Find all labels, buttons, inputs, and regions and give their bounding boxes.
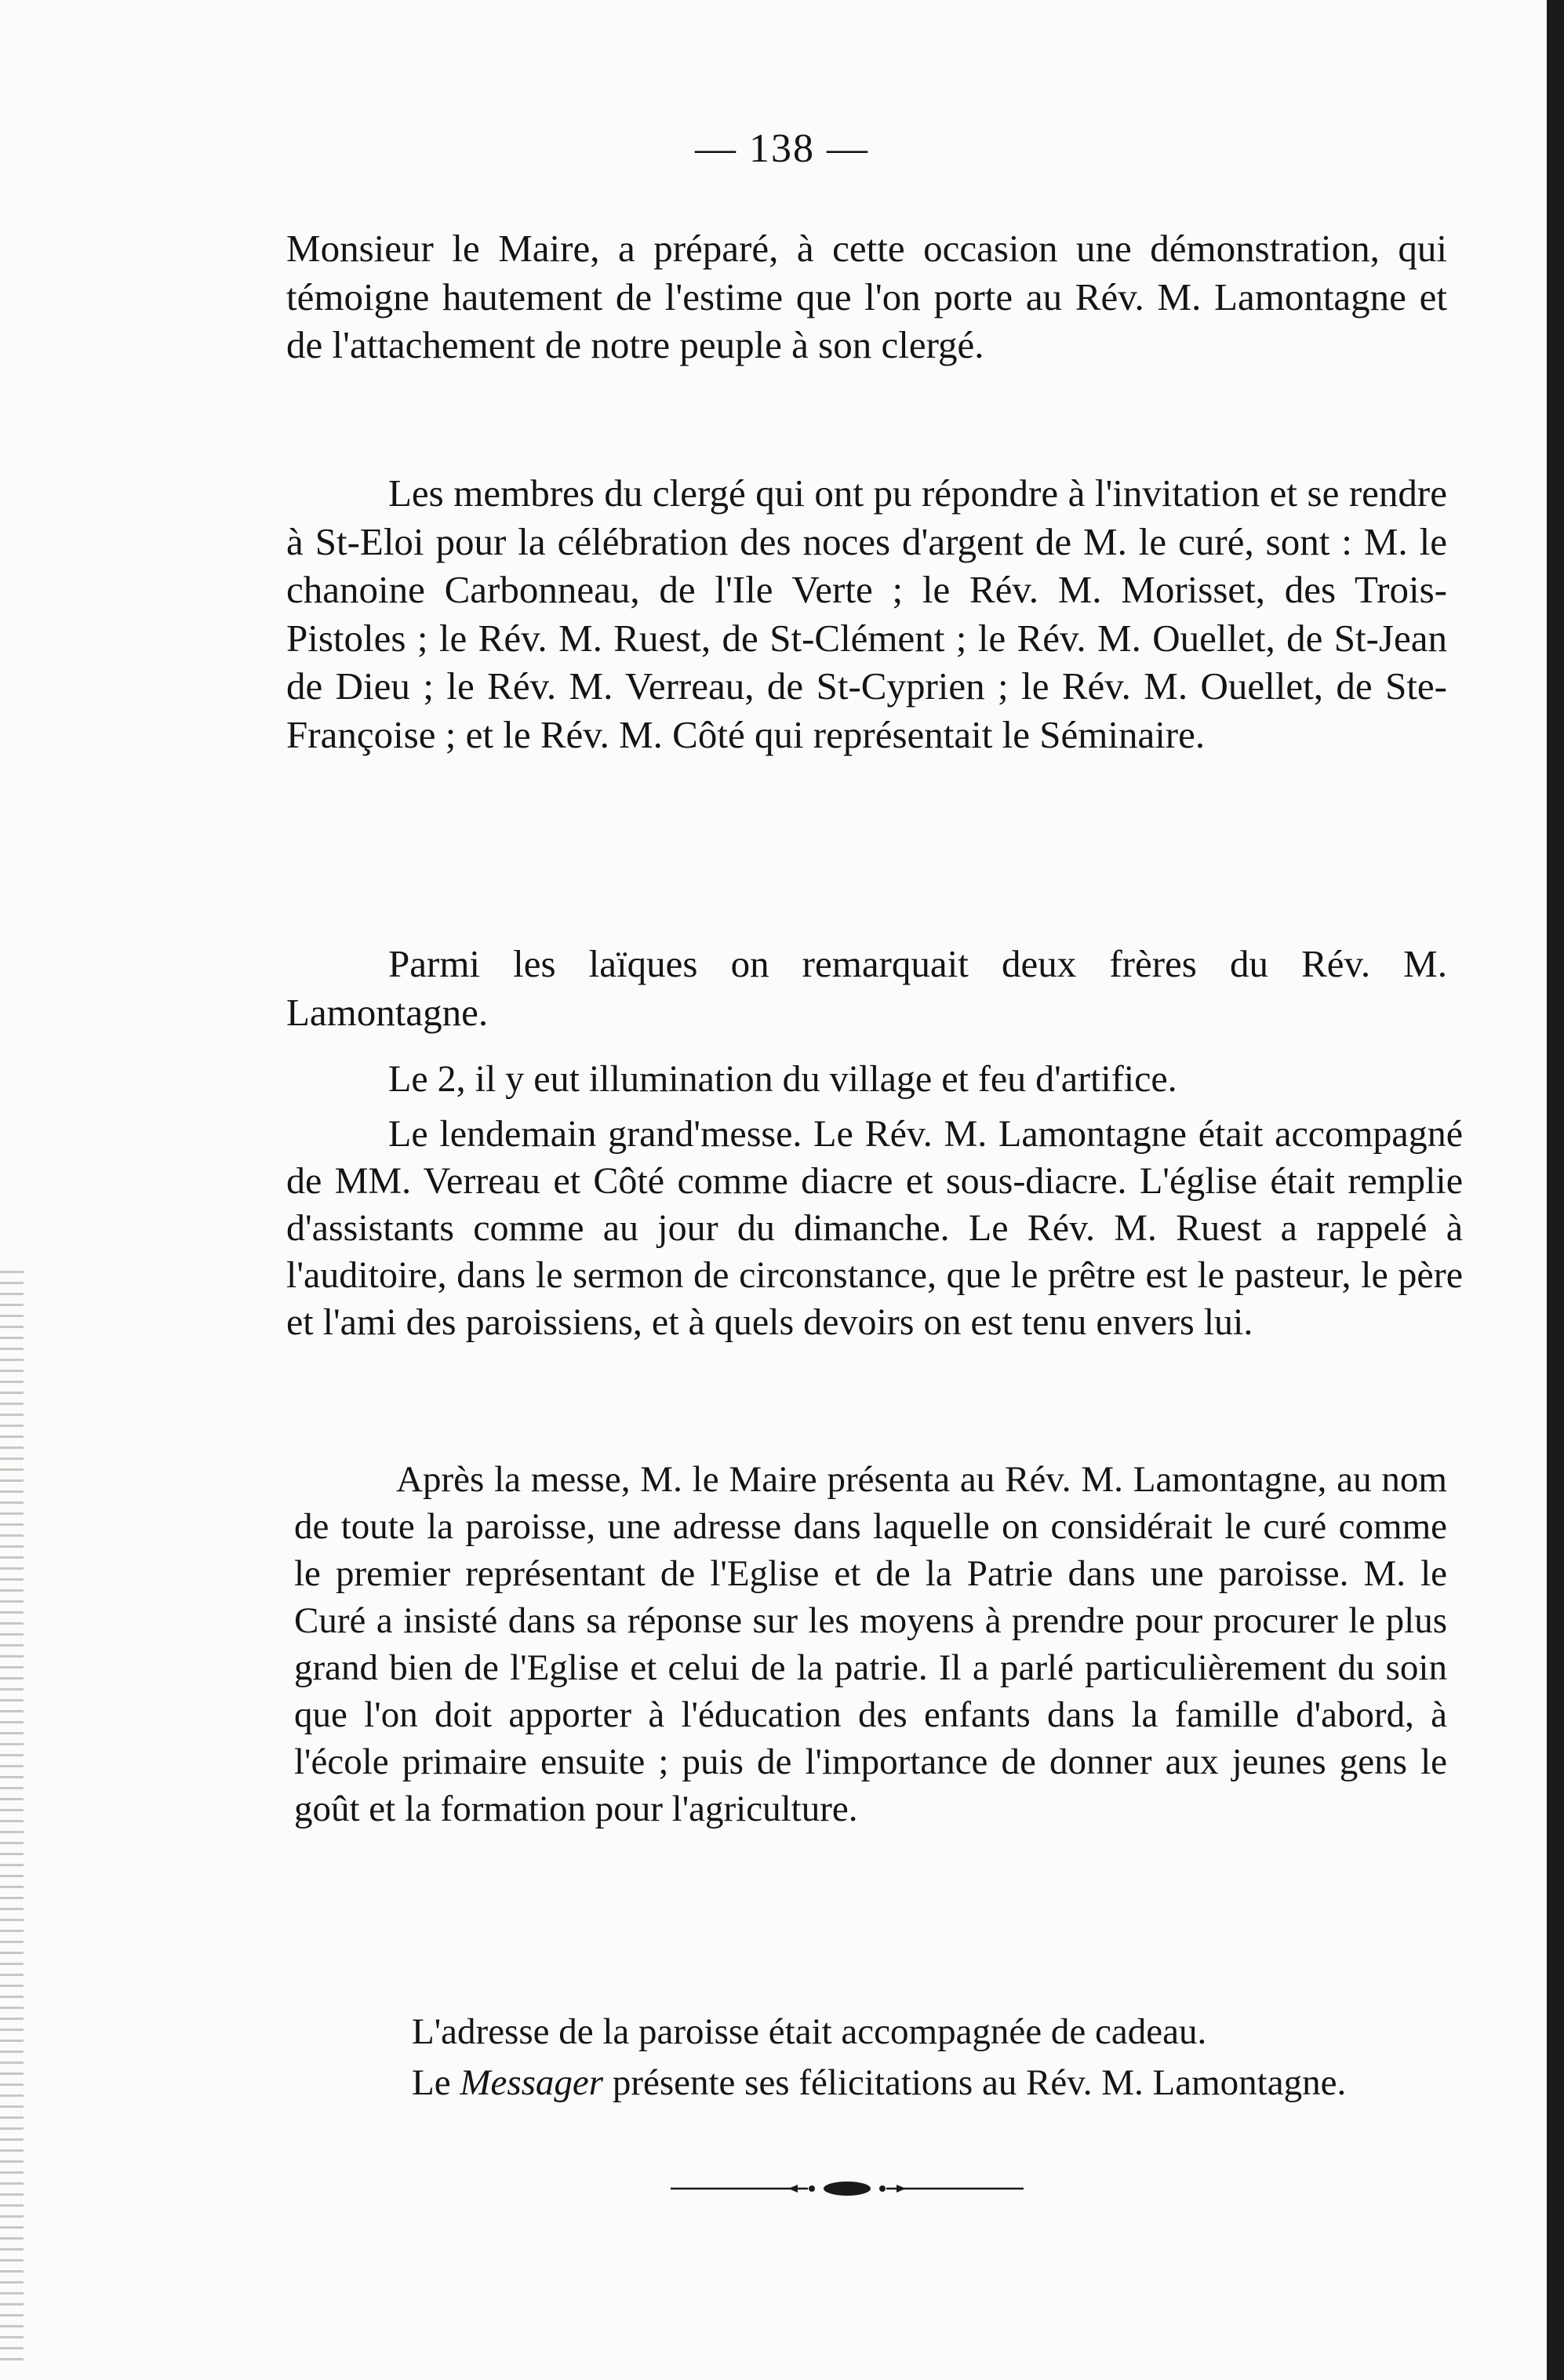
paragraph-3: Parmi les laïques on remarquait deux frères du Rév. M. Lamontagne. <box>286 942 1447 1034</box>
scan-binding-edge <box>1547 0 1564 2380</box>
page-number: — 138 — <box>695 126 869 171</box>
paragraph-8 <box>310 2059 1447 2106</box>
section-divider-ornament <box>671 2179 1024 2198</box>
scan-edge-noise <box>0 1271 24 2369</box>
paragraph-8-lead: Le <box>412 2062 460 2103</box>
paragraph-6: Après la messe, M. le Maire présenta au Rév. M. Lamontagne, au nom de toute la paroisse, une adresse dans laquelle on considérait le curé comme le premier représentant de l'Eglise et de la Patrie dans une paroisse. M. le Curé a insisté dans sa réponse sur les moyens à prendre pour procurer le plus grand bien de l'Eglise et celui de la patrie. Il a parlé particulièrement du soin que l'on doit apporter à l'éducation des enfants dans la famille d'abord, à l'école primaire ensuite ; puis de l'importance de donner aux jeunes gens le goût et la formation pour l'agriculture. <box>294 1459 1447 1829</box>
paragraph-1: Monsieur le Maire, a préparé, à cette occasion une démonstration, qui témoigne hautement de l'estime que l'on porte au Rév. M. Lamontagne et de l'attachement de notre peuple à son clergé. <box>286 227 1447 366</box>
paragraph-7: L'adresse de la paroisse était accompagnée de cadeau. <box>412 2011 1207 2052</box>
paragraph-4: Le 2, il y eut illumination du village et feu d'artifice. <box>388 1058 1177 1100</box>
paragraph-2: Les membres du clergé qui ont pu répondre à l'invitation et se rendre à St-Eloi pour la célébration des noces d'argent de M. le curé, sont : M. le chanoine Carbonneau, de l'Ile Verte ; le Rév. M. Morisset, des Trois-Pistoles ; le Rév. M. Ruest, de St-Clément ; le Rév. M. Ouellet, de St-Jean de Dieu ; le Rév. M. Verreau, de St-Cyprien ; le Rév. M. Ouellet, de Ste-Françoise ; et le Rév. M. Côté qui représentait le Séminaire. <box>286 471 1447 756</box>
paragraph-5: Le lendemain grand'messe. Le Rév. M. Lamontagne était accompagné de MM. Verreau et Côté comme diacre et sous-diacre. L'église était remplie d'assistants comme au jour du dimanche. Le Rév. M. Ruest a rappelé à l'auditoire, dans le sermon de circonstance, que le prêtre est le pasteur, le père et l'ami des paroissiens, et à quels devoirs on est tenu envers lui. <box>286 1113 1463 1343</box>
paragraph-8-rest: présente ses félicitations au Rév. M. Lamontagne. <box>603 2062 1347 2103</box>
periodical-title: Messager <box>460 2062 604 2103</box>
